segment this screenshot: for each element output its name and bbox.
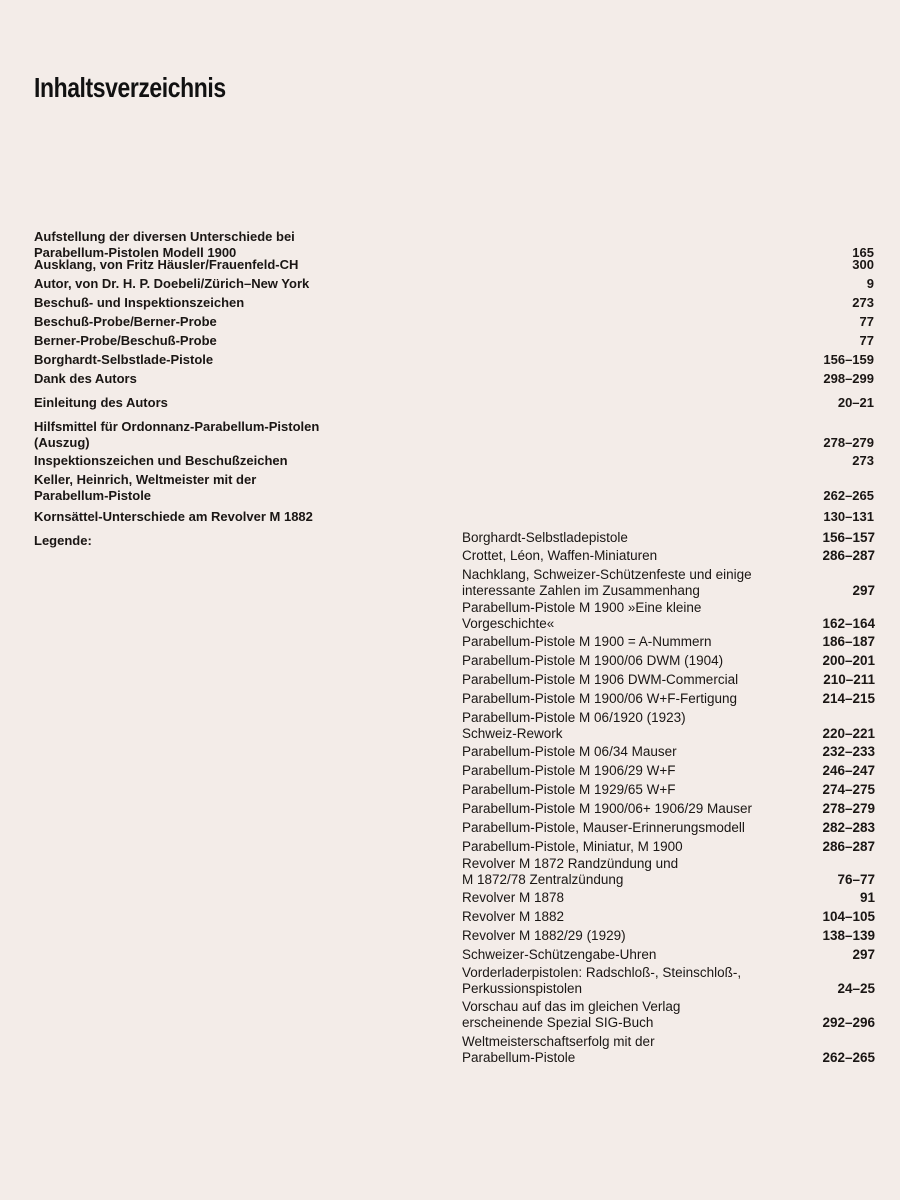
page-title: Inhaltsverzeichnis bbox=[34, 72, 226, 103]
index-entry bbox=[34, 276, 874, 292]
entry-page-range: 273 bbox=[852, 295, 874, 310]
entry-page-range: 156–157 bbox=[822, 530, 875, 545]
entry-title: Crottet, Léon, Waffen-Miniaturen bbox=[462, 548, 658, 563]
entry-page-range: 297 bbox=[852, 947, 875, 962]
index-entry bbox=[34, 509, 874, 525]
index-entry bbox=[462, 928, 875, 944]
index-entry bbox=[34, 395, 874, 411]
entry-page-range: 77 bbox=[859, 314, 874, 329]
entry-title: Vorschau auf das im gleichen Verlag erscheinende Spezial SIG-Buch bbox=[462, 999, 681, 1030]
index-entry bbox=[462, 965, 875, 997]
entry-title: Parabellum-Pistole M 06/1920 (1923) Schweiz-Rework bbox=[462, 710, 686, 741]
entry-page-range: 165 bbox=[852, 245, 874, 260]
index-entry bbox=[462, 744, 875, 760]
entry-title: Dank des Autors bbox=[34, 371, 137, 386]
index-entry bbox=[462, 530, 875, 546]
index-entry bbox=[462, 653, 875, 669]
index-entry bbox=[34, 453, 874, 469]
entry-page-range: 24–25 bbox=[837, 981, 875, 996]
index-entry bbox=[462, 691, 875, 707]
entry-page-range: 138–139 bbox=[822, 928, 875, 943]
entry-title: Beschuß-Probe/Berner-Probe bbox=[34, 314, 217, 329]
index-entry bbox=[462, 839, 875, 855]
entry-title: Hilfsmittel für Ordonnanz-Parabellum-Pistolen (Auszug) bbox=[34, 419, 320, 450]
index-entry bbox=[462, 909, 875, 925]
entry-title: Schweizer-Schützengabe-Uhren bbox=[462, 947, 657, 962]
entry-page-range: 9 bbox=[866, 276, 874, 291]
entry-title: Beschuß- und Inspektionszeichen bbox=[34, 295, 245, 310]
index-entry bbox=[462, 763, 875, 779]
entry-page-range: 297 bbox=[852, 583, 875, 598]
entry-title: Parabellum-Pistole M 1900/06+ 1906/29 Mauser bbox=[462, 801, 753, 816]
entry-title: Autor, von Dr. H. P. Doebeli/Zürich–New York bbox=[34, 276, 310, 291]
entry-page-range: 278–279 bbox=[823, 435, 874, 450]
entry-page-range: 262–265 bbox=[822, 1050, 875, 1065]
index-entry bbox=[34, 295, 874, 311]
index-entry bbox=[34, 419, 874, 451]
index-entry bbox=[34, 333, 874, 349]
entry-title: Revolver M 1882 bbox=[462, 909, 565, 924]
index-entry bbox=[34, 314, 874, 330]
entry-title: Revolver M 1872 Randzündung und M 1872/78 Zentralzündung bbox=[462, 856, 679, 887]
index-entry bbox=[34, 371, 874, 387]
entry-page-range: 20–21 bbox=[837, 395, 874, 410]
entry-page-range: 210–211 bbox=[823, 672, 875, 687]
entry-title: Borghardt-Selbstladepistole bbox=[462, 530, 628, 545]
index-entry bbox=[462, 567, 875, 599]
entry-page-range: 274–275 bbox=[822, 782, 875, 797]
entry-page-range: 77 bbox=[859, 333, 874, 348]
entry-page-range: 273 bbox=[852, 453, 874, 468]
entry-title: Revolver M 1882/29 (1929) bbox=[462, 928, 626, 943]
entry-title: Kornsättel-Unterschiede am Revolver M 1882 bbox=[34, 509, 313, 524]
index-entry bbox=[462, 782, 875, 798]
index-entry bbox=[462, 548, 875, 564]
entry-page-range: 156–159 bbox=[823, 352, 874, 367]
entry-page-range: 214–215 bbox=[822, 691, 875, 706]
entry-page-range: 162–164 bbox=[822, 616, 875, 631]
entry-page-range: 130–131 bbox=[823, 509, 874, 524]
index-entry bbox=[34, 472, 874, 504]
index-entry bbox=[462, 634, 875, 650]
index-entry bbox=[462, 801, 875, 817]
entry-title: Keller, Heinrich, Weltmeister mit der Parabellum-Pistole bbox=[34, 472, 257, 503]
entry-title: Parabellum-Pistole M 1900/06 W+F-Fertigung bbox=[462, 691, 737, 706]
entry-page-range: 76–77 bbox=[837, 872, 875, 887]
index-entry bbox=[34, 352, 874, 368]
entry-title: Parabellum-Pistole M 1900 »Eine kleine Vorgeschichte« bbox=[462, 600, 702, 631]
entry-title: Weltmeisterschaftserfolg mit der Parabellum-Pistole bbox=[462, 1034, 655, 1065]
entry-page-range: 300 bbox=[852, 257, 874, 272]
entry-title: Inspektionszeichen und Beschußzeichen bbox=[34, 453, 288, 468]
entry-page-range: 104–105 bbox=[822, 909, 875, 924]
entry-page-range: 286–287 bbox=[822, 548, 875, 563]
entry-page-range: 91 bbox=[859, 890, 875, 905]
index-entry bbox=[462, 672, 875, 688]
index-entry bbox=[462, 820, 875, 836]
entry-title: Borghardt-Selbstlade-Pistole bbox=[34, 352, 214, 367]
entry-title: Revolver M 1878 bbox=[462, 890, 565, 905]
entry-page-range: 246–247 bbox=[822, 763, 875, 778]
entry-title: Parabellum-Pistole M 1900/06 DWM (1904) bbox=[462, 653, 724, 668]
index-entry bbox=[462, 856, 875, 888]
index-entry bbox=[34, 257, 874, 273]
index-entry bbox=[462, 947, 875, 963]
entry-title: Berner-Probe/Beschuß-Probe bbox=[34, 333, 217, 348]
entry-page-range: 286–287 bbox=[822, 839, 875, 854]
entry-page-range: 278–279 bbox=[822, 801, 875, 816]
index-entry bbox=[462, 890, 875, 906]
entry-title: Ausklang, von Fritz Häusler/Frauenfeld-CH bbox=[34, 257, 299, 272]
legend-label: Legende: bbox=[34, 533, 92, 548]
entry-title: Parabellum-Pistole, Mauser-Erinnerungsmodell bbox=[462, 820, 745, 835]
entry-title: Parabellum-Pistole M 1906/29 W+F bbox=[462, 763, 676, 778]
index-entry bbox=[462, 999, 875, 1031]
entry-title: Parabellum-Pistole M 1906 DWM-Commercial bbox=[462, 672, 739, 687]
entry-title: Parabellum-Pistole M 1929/65 W+F bbox=[462, 782, 676, 797]
entry-page-range: 200–201 bbox=[822, 653, 875, 668]
entry-page-range: 220–221 bbox=[822, 726, 875, 741]
entry-title: Parabellum-Pistole M 06/34 Mauser bbox=[462, 744, 677, 759]
entry-page-range: 186–187 bbox=[822, 634, 875, 649]
entry-title: Aufstellung der diversen Unterschiede bei Parabellum-Pistolen Modell 1900 bbox=[34, 229, 295, 260]
entry-page-range: 282–283 bbox=[822, 820, 875, 835]
entry-title: Parabellum-Pistole M 1900 = A-Nummern bbox=[462, 634, 712, 649]
entry-title: Parabellum-Pistole, Miniatur, M 1900 bbox=[462, 839, 683, 854]
entry-title: Einleitung des Autors bbox=[34, 395, 168, 410]
entry-page-range: 232–233 bbox=[822, 744, 875, 759]
index-entry bbox=[462, 1034, 875, 1066]
entry-page-range: 298–299 bbox=[823, 371, 874, 386]
entry-page-range: 292–296 bbox=[822, 1015, 875, 1030]
entry-page-range: 262–265 bbox=[823, 488, 874, 503]
index-entry bbox=[462, 710, 875, 742]
entry-title: Vorderladerpistolen: Radschloß-, Steinschloß-, Perkussionspistolen bbox=[462, 965, 742, 996]
index-entry bbox=[462, 600, 875, 632]
entry-title: Nachklang, Schweizer-Schützenfeste und einige interessante Zahlen im Zusammenhang bbox=[462, 567, 752, 598]
